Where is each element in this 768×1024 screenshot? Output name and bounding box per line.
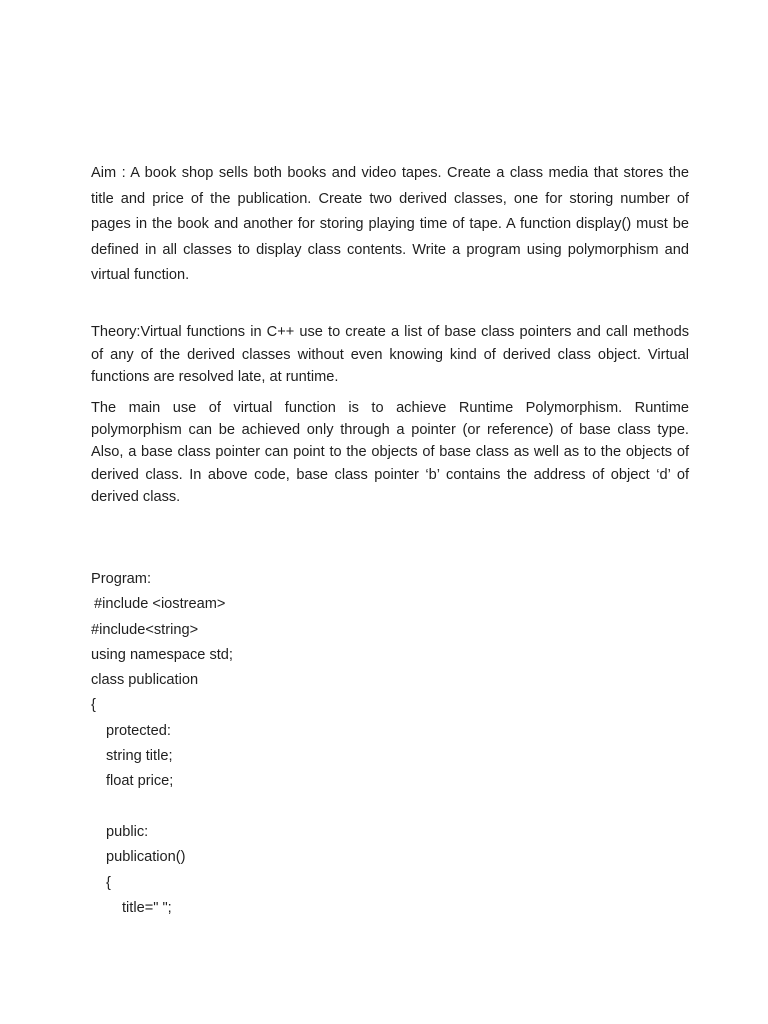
code-line: { (106, 874, 111, 891)
code-line: protected: (106, 722, 171, 739)
code-line: title=" "; (122, 899, 172, 916)
aim-paragraph: Aim : A book shop sells both books and video tapes. Create a class media that stores the title and price of the publication. Create two derived classes, one for storing number of pages in the book and another for storing playing time of tape. A function display() must be defined in all classes to display class contents. Write a program using polymorphism and virtual function. (91, 165, 689, 283)
program-heading: Program: (91, 571, 152, 587)
code-line: publication() (106, 849, 186, 866)
theory-paragraph-1: Theory:Virtual functions in C++ use to create a list of base class pointers and call methods of any of the derived classes without even knowing kind of derived class object. Virtual functions are resolved late, at runtime. (91, 324, 689, 385)
code-line: using namespace std; (91, 646, 233, 663)
code-line (91, 795, 691, 820)
code-line: #include<string> (91, 621, 199, 638)
code-line: float price; (106, 773, 174, 790)
program-listing (91, 567, 691, 921)
code-line: class publication (91, 672, 199, 689)
code-line: { (91, 697, 96, 714)
theory-paragraph-2: The main use of virtual function is to achieve Runtime Polymorphism. Runtime polymorphism can be achieved only through a pointer (or reference) of base class type. Also, a base class pointer can point to the objects of base class as well as to the objects of derived class. In above code, base class pointer ‘b’ contains the address of object ‘d’ of derived class. (91, 400, 689, 505)
code-line: string title; (106, 748, 173, 765)
code-line: public: (106, 823, 149, 840)
code-line: #include <iostream> (94, 596, 226, 613)
